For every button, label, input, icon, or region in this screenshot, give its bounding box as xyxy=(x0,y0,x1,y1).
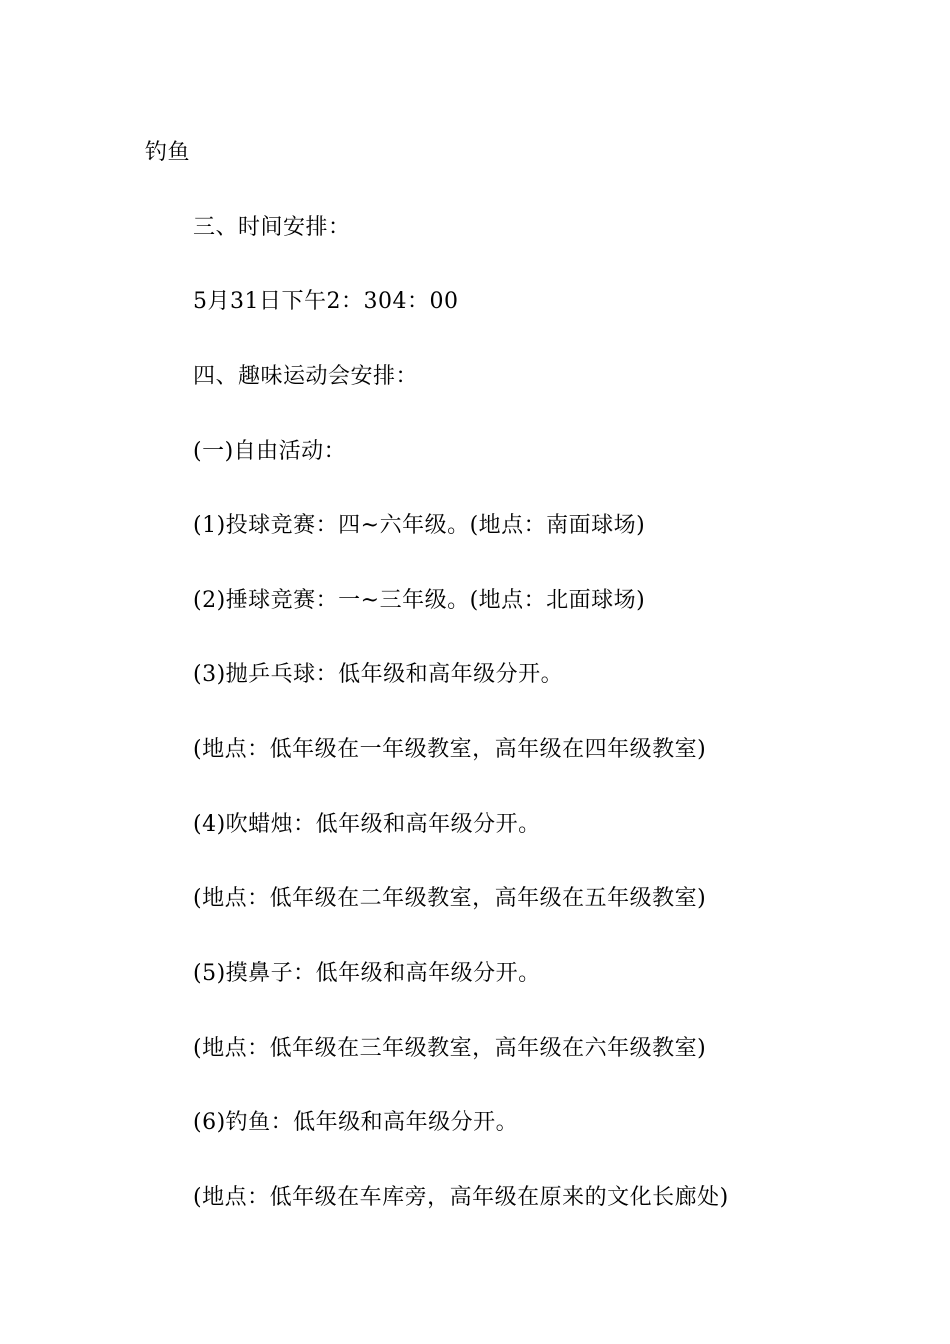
activity-item-5-location: (地点：低年级在三年级教室，高年级在六年级教室) xyxy=(193,1036,707,1061)
section-heading-schedule: 三、时间安排： xyxy=(193,215,351,240)
text-line-fishing-heading: 钓鱼 xyxy=(145,140,191,165)
activity-item-5: (5)摸鼻子：低年级和高年级分开。 xyxy=(193,961,541,986)
activity-item-2: (2)捶球竞赛：一~三年级。(地点：北面球场) xyxy=(193,588,646,613)
activity-item-4: (4)吹蜡烛：低年级和高年级分开。 xyxy=(193,812,541,837)
activity-item-6: (6)钓鱼：低年级和高年级分开。 xyxy=(193,1110,519,1135)
activity-item-4-location: (地点：低年级在二年级教室，高年级在五年级教室) xyxy=(193,886,707,911)
activity-item-1: (1)投球竞赛：四~六年级。(地点：南面球场) xyxy=(193,513,646,538)
subsection-heading-free-activities: (一)自由活动： xyxy=(193,439,347,464)
section-heading-sports-arrangement: 四、趣味运动会安排： xyxy=(193,364,419,389)
activity-item-3-location: (地点：低年级在一年级教室，高年级在四年级教室) xyxy=(193,737,707,762)
activity-item-6-location: (地点：低年级在车库旁，高年级在原来的文化长廊处) xyxy=(193,1185,729,1210)
activity-item-3: (3)抛乒乓球：低年级和高年级分开。 xyxy=(193,662,564,687)
schedule-time: 5月31日下午2：304：00 xyxy=(193,289,459,314)
